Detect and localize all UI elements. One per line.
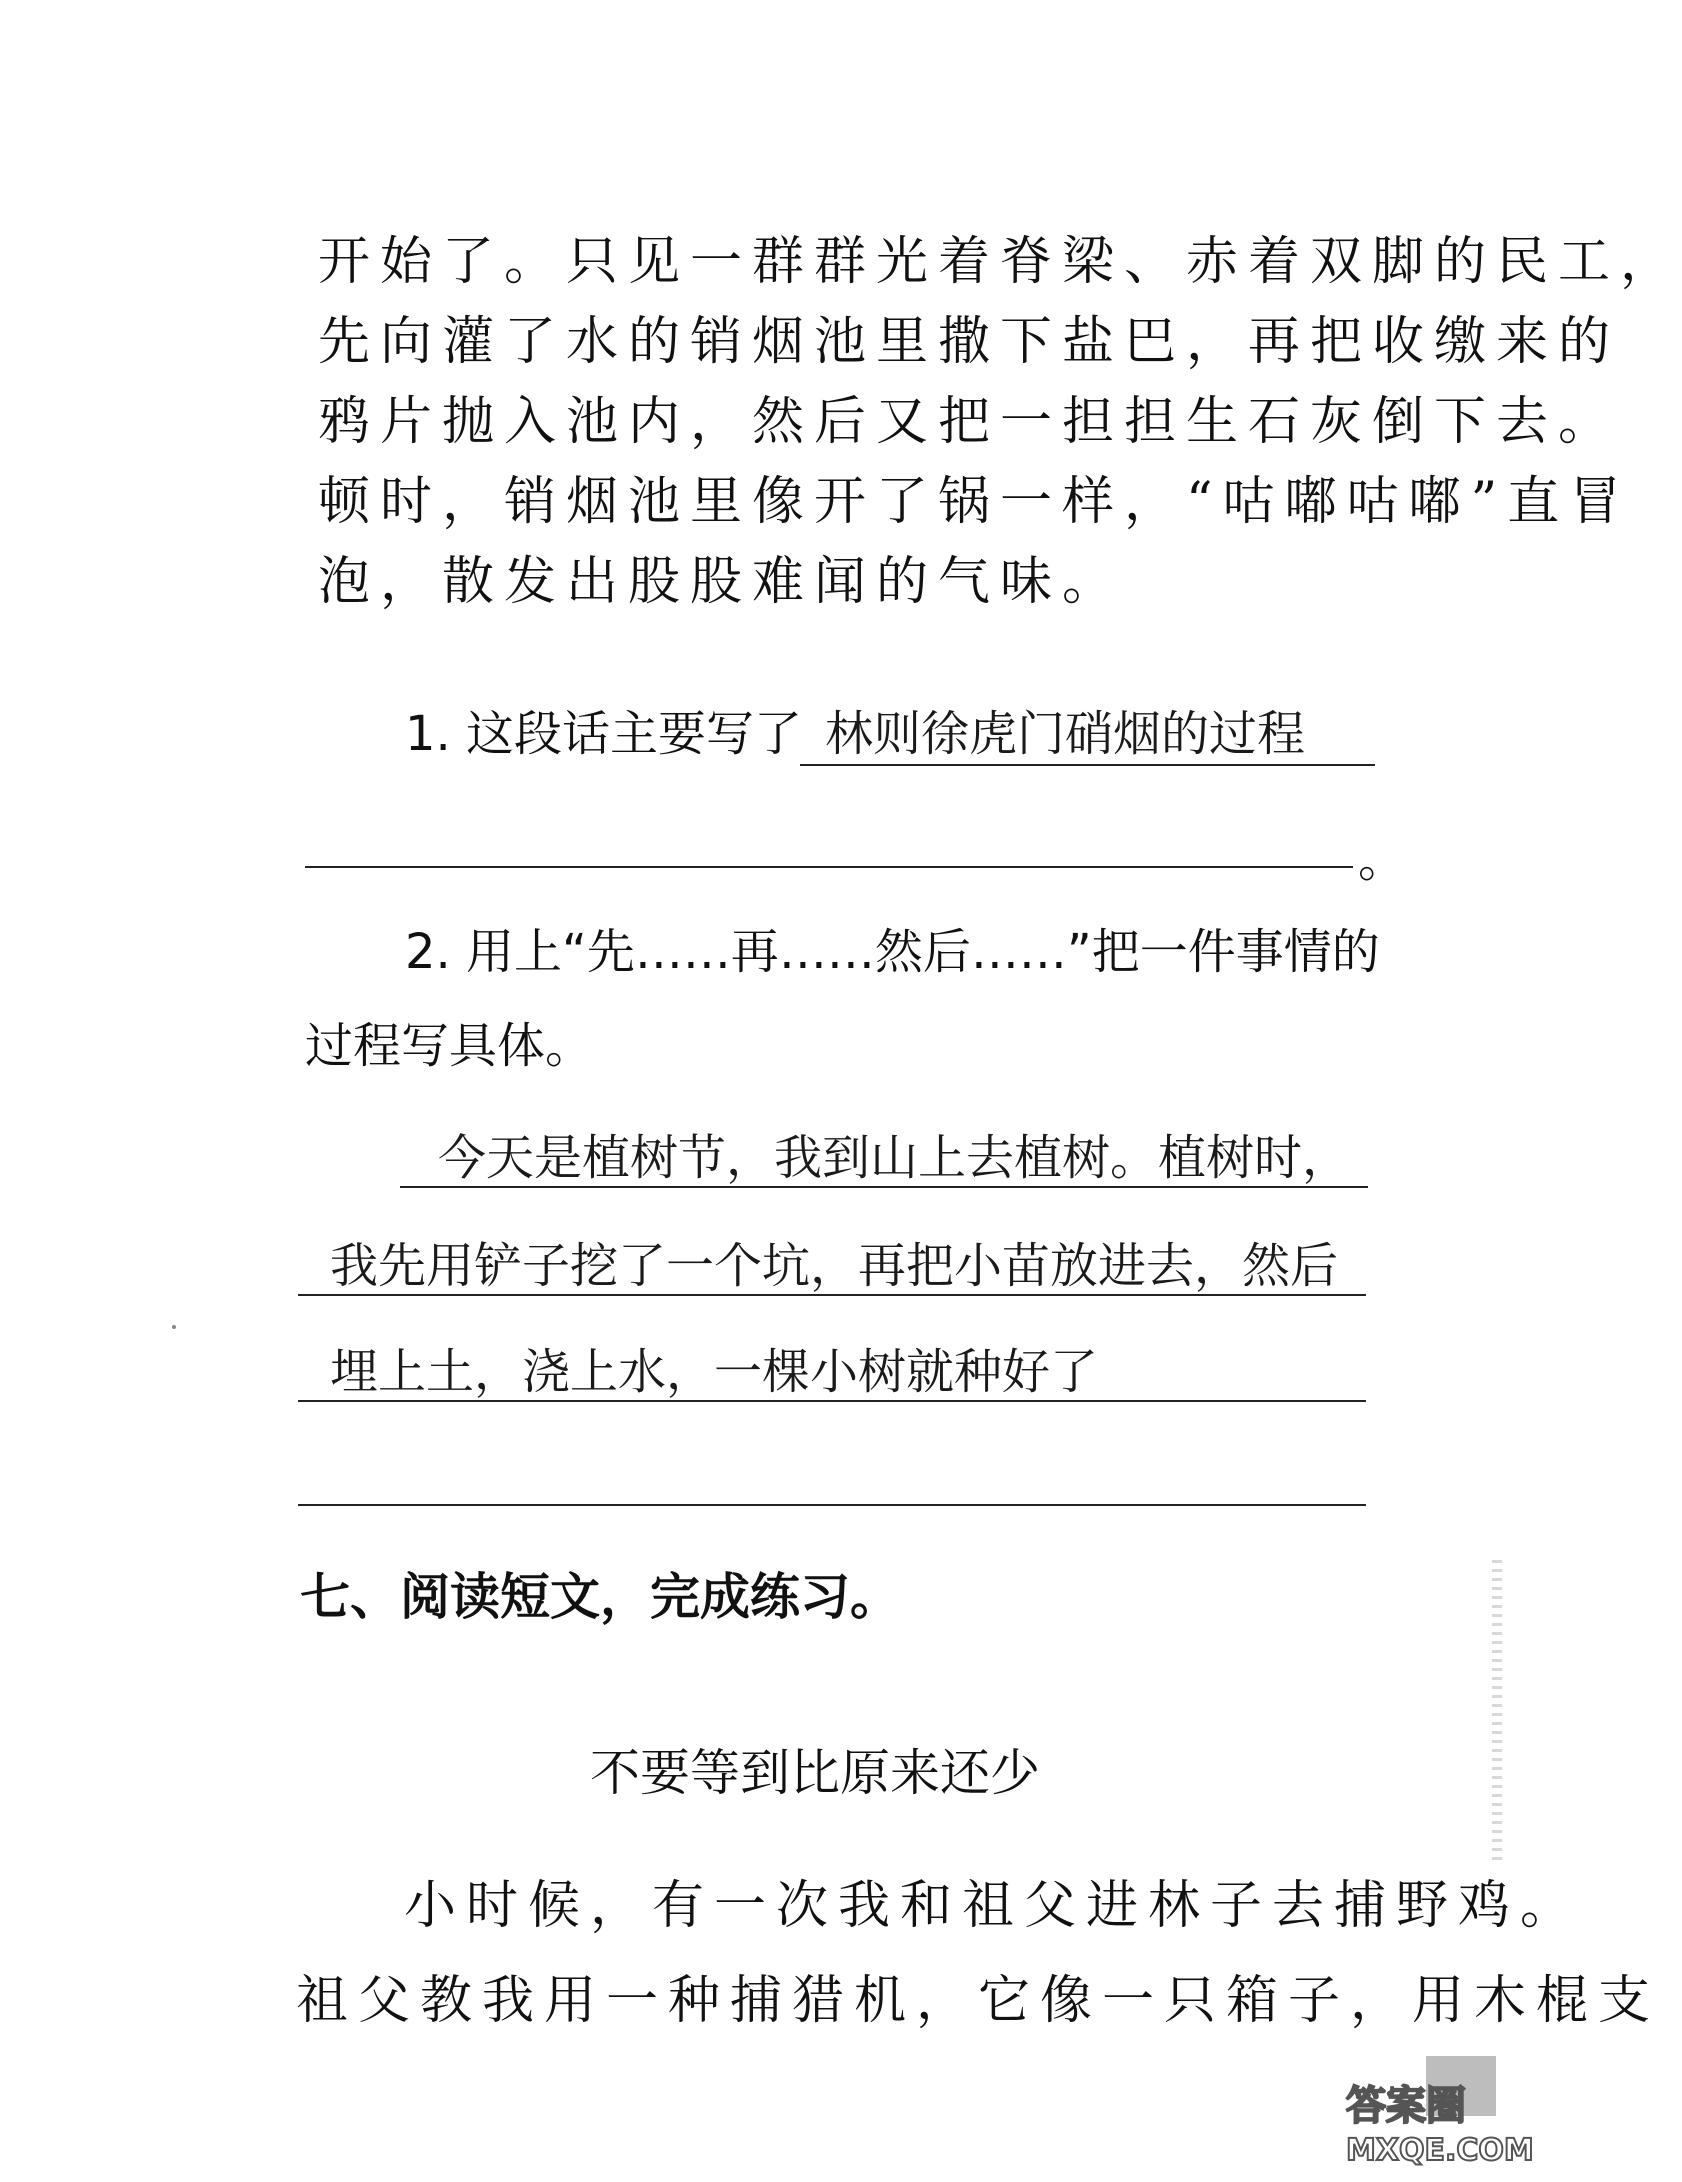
passage-line: 开始了。只见一群群光着脊梁、赤着双脚的民工， <box>318 232 1682 292</box>
question-1-end-mark: 。 <box>1358 832 1407 888</box>
story-line: 小时候，有一次我和祖父进林子去捕野鸡。 <box>404 1876 1583 1936</box>
answer-line <box>298 1400 1366 1402</box>
passage-line: 先向灌了水的销烟池里撒下盐巴，再把收缴来的 <box>318 312 1621 372</box>
answer-line <box>400 1186 1368 1188</box>
site-watermark <box>1346 2056 1534 2174</box>
story-title: 不要等到比原来还少 <box>590 1744 1040 1802</box>
question-2-prompt: 2. 用上“先……再……然后……”把一件事情的 <box>405 924 1380 980</box>
question-2-prompt-continued: 过程写具体。 <box>305 1018 594 1074</box>
question-2-answer-line: 今天是植树节，我到山上去植树。植树时， <box>438 1130 1351 1186</box>
section-7-heading: 七、阅读短文，完成练习。 <box>300 1568 900 1626</box>
answer-line <box>298 1504 1366 1506</box>
question-2-answer-line: 埋上土，浇上水，一棵小树就种好了 <box>330 1344 1099 1400</box>
question-1-answer: 林则徐虎门硝烟的过程 <box>825 706 1306 762</box>
question-1-prompt: 1. 这段话主要写了 <box>405 706 803 762</box>
passage-line: 泡，散发出股股难闻的气味。 <box>318 552 1125 612</box>
page-edge-shadow <box>1492 1560 1502 1860</box>
story-line: 祖父教我用一种捕猎机，它像一只箱子，用木棍支 <box>296 1971 1661 2031</box>
passage-line: 顿时，销烟池里像开了锅一样，“咕嘟咕嘟”直冒 <box>318 472 1632 532</box>
scan-speck <box>172 1325 176 1329</box>
answer-line <box>305 866 1353 868</box>
watermark-text-bottom: MXQE.COM <box>1346 2133 1534 2168</box>
passage-line: 鸦片抛入池内，然后又把一担担生石灰倒下去。 <box>318 392 1621 452</box>
answer-line <box>298 1294 1366 1296</box>
question-2-answer-line: 我先用铲子挖了一个坑，再把小苗放进去，然后 <box>330 1238 1339 1294</box>
answer-line <box>800 764 1375 766</box>
watermark-text-top: 答案圈 <box>1346 2083 1466 2129</box>
